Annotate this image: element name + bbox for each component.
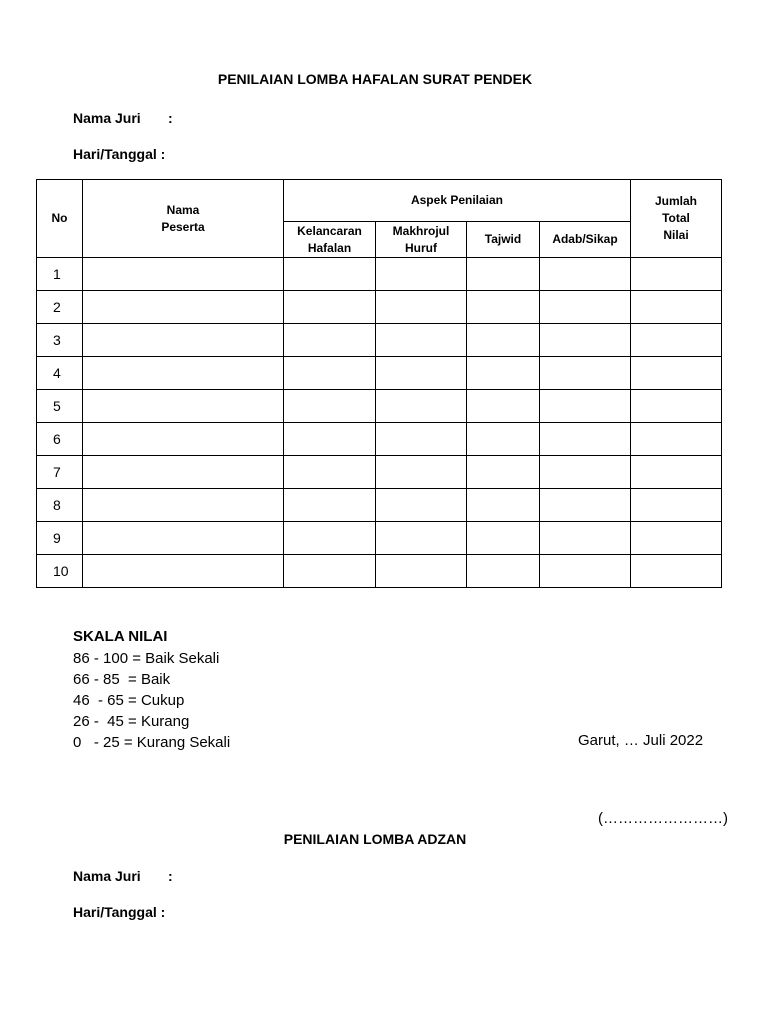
- header-tajwid: Tajwid: [467, 222, 540, 258]
- header-no: No: [37, 180, 83, 258]
- form2-title: PENILAIAN LOMBA ADZAN: [283, 831, 467, 847]
- skala-item: 86 - 100 = Baik Sekali: [73, 650, 220, 667]
- table-row: 6: [37, 423, 722, 456]
- table-row: 8: [37, 489, 722, 522]
- skala-item: 66 - 85 = Baik: [73, 671, 171, 688]
- form2-juri-colon: :: [168, 868, 173, 884]
- form2-juri-label: Nama Juri: [73, 868, 141, 884]
- form1-juri-colon: :: [168, 110, 173, 126]
- header-makhrojul-huruf: Makhrojul Huruf: [376, 222, 467, 258]
- form2-tanggal-label: Hari/Tanggal :: [73, 904, 166, 920]
- signature-name-placeholder: (……………………): [598, 810, 728, 827]
- table-row: 4: [37, 357, 722, 390]
- header-aspek-penilaian: Aspek Penilaian: [284, 180, 631, 222]
- form1-title: PENILAIAN LOMBA HAFALAN SURAT PENDEK: [217, 71, 533, 87]
- header-jumlah-total-nilai: Jumlah Total Nilai: [631, 180, 722, 258]
- signature-place-date: Garut, … Juli 2022: [578, 732, 704, 749]
- skala-item: 46 - 65 = Cukup: [73, 692, 185, 709]
- table-row: 2: [37, 291, 722, 324]
- form1-juri-label: Nama Juri: [73, 110, 141, 126]
- form1-tanggal-label: Hari/Tanggal :: [73, 146, 166, 162]
- table-row: 9: [37, 522, 722, 555]
- skala-item: 26 - 45 = Kurang: [73, 713, 190, 730]
- header-kelancaran-hafalan: Kelancaran Hafalan: [284, 222, 376, 258]
- score-table: [36, 179, 722, 588]
- table-row: 5: [37, 390, 722, 423]
- table-row: 3: [37, 324, 722, 357]
- header-nama-peserta: Nama Peserta: [83, 180, 284, 258]
- table-row: 10: [37, 555, 722, 588]
- table-row: 7: [37, 456, 722, 489]
- header-adab-sikap: Adab/Sikap: [540, 222, 631, 258]
- skala-item: 0 - 25 = Kurang Sekali: [73, 734, 231, 751]
- skala-title: SKALA NILAI: [73, 628, 168, 645]
- table-row: 1: [37, 258, 722, 291]
